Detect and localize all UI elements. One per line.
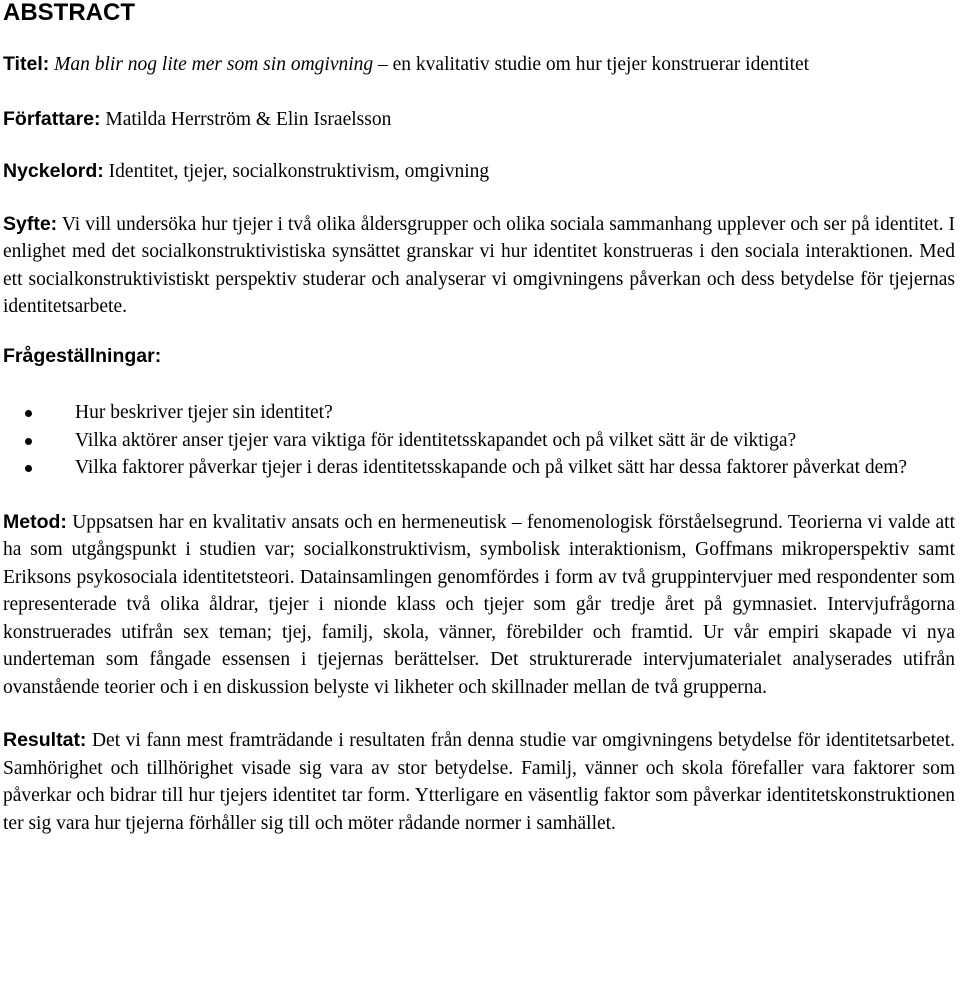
forfattare-value: Matilda Herrström & Elin Israelsson (105, 108, 392, 130)
titel-label: Titel: (3, 53, 50, 75)
nyckelord-paragraph (3, 158, 955, 186)
list-item: Vilka aktörer anser tjejer vara viktiga för identitetsskapandet och på vilket sätt är de viktiga? (3, 427, 955, 455)
page-title: ABSTRACT (3, 0, 135, 26)
abstract-page (3, 0, 955, 837)
titel-paragraph (3, 51, 955, 79)
bullet-icon (25, 410, 32, 417)
titel-value-rest: en kvalitativ studie om hur tjejer konstruerar identitet (392, 54, 810, 75)
metod-paragraph (3, 509, 955, 702)
list-item: Vilka faktorer påverkar tjejer i deras identitetsskapande och på vilket sätt har dessa faktorer påverkat dem? (3, 454, 955, 482)
titel-dash: – (378, 54, 388, 75)
forfattare-paragraph (3, 106, 955, 134)
fragestallningar-paragraph (3, 343, 955, 371)
forfattare-label: Författare: (3, 107, 101, 130)
resultat-label: Resultat: (3, 729, 87, 751)
nyckelord-label: Nyckelord: (3, 160, 104, 182)
resultat-paragraph (3, 727, 955, 837)
fragestallningar-list (3, 399, 955, 482)
metod-label: Metod: (3, 510, 67, 533)
bullet-icon (25, 438, 32, 445)
resultat-text: Det vi fann mest framträdande i resultaten från denna studie var omgivningens betydelse för identitetsarbetet. Samhörighet och tillhörighet visade sig vara av stor betydelse. Familj, vänner och skola förefaller vara faktorer som påverkar och bidrar till hur tjejers identitet tar form. Ytterligare en väsentlig faktor som påverkar identitetskonstruktionen ter sig vara hur tjejerna förhåller sig till och möter rådande normer i samhället. (3, 730, 955, 834)
syfte-text: Vi vill undersöka hur tjejer i två olika åldersgrupper och olika sociala sammanhang upplever och ser på identitet. I enlighet med det socialkonstruktivistiska synsättet granskar vi hur identitet konstrueras i den sociala interaktionen. Med ett socialkonstruktivistiskt perspektiv studerar och analyserar vi omgivningens påverkan och dess betydelse för tjejernas identitetsarbete. (3, 213, 955, 317)
nyckelord-value: Identitet, tjejer, socialkonstruktivism, omgivning (108, 161, 490, 182)
list-item: Hur beskriver tjejer sin identitet? (3, 399, 955, 427)
fragestallningar-label: Frågeställningar: (3, 344, 162, 367)
syfte-paragraph (3, 211, 955, 321)
titel-value-italic: Man blir nog lite mer som sin omgivning (54, 54, 374, 75)
metod-text: Uppsatsen har en kvalitativ ansats och en hermeneutisk – fenomenologisk förståelsegrund. Teorierna vi valde att ha som utgångspunkt i studien var; socialkonstruktivism, symbolisk interaktionism, Goffmans mikroperspektiv samt Eriksons psykosociala identitetsteori. Datainsamlingen genomfördes i form av två gruppintervjuer med respondenter som representerade två olika åldrar, tjejer i nionde klass och tjejer som går tredje året på gymnasiet. Intervjufrågorna konstruerades utifrån sex teman; tjej, familj, skola, vänner, förebilder och framtid. Ur vår empiri skapade vi nya underteman som fångade essensen i tjejernas berättelser. Det strukturerade intervjumaterialet analyserades utifrån ovanstående teorier och i en diskussion belyste vi likheter och skillnader mellan de två grupperna. (3, 511, 955, 698)
bullet-icon (25, 465, 32, 472)
syfte-label: Syfte: (3, 212, 58, 235)
